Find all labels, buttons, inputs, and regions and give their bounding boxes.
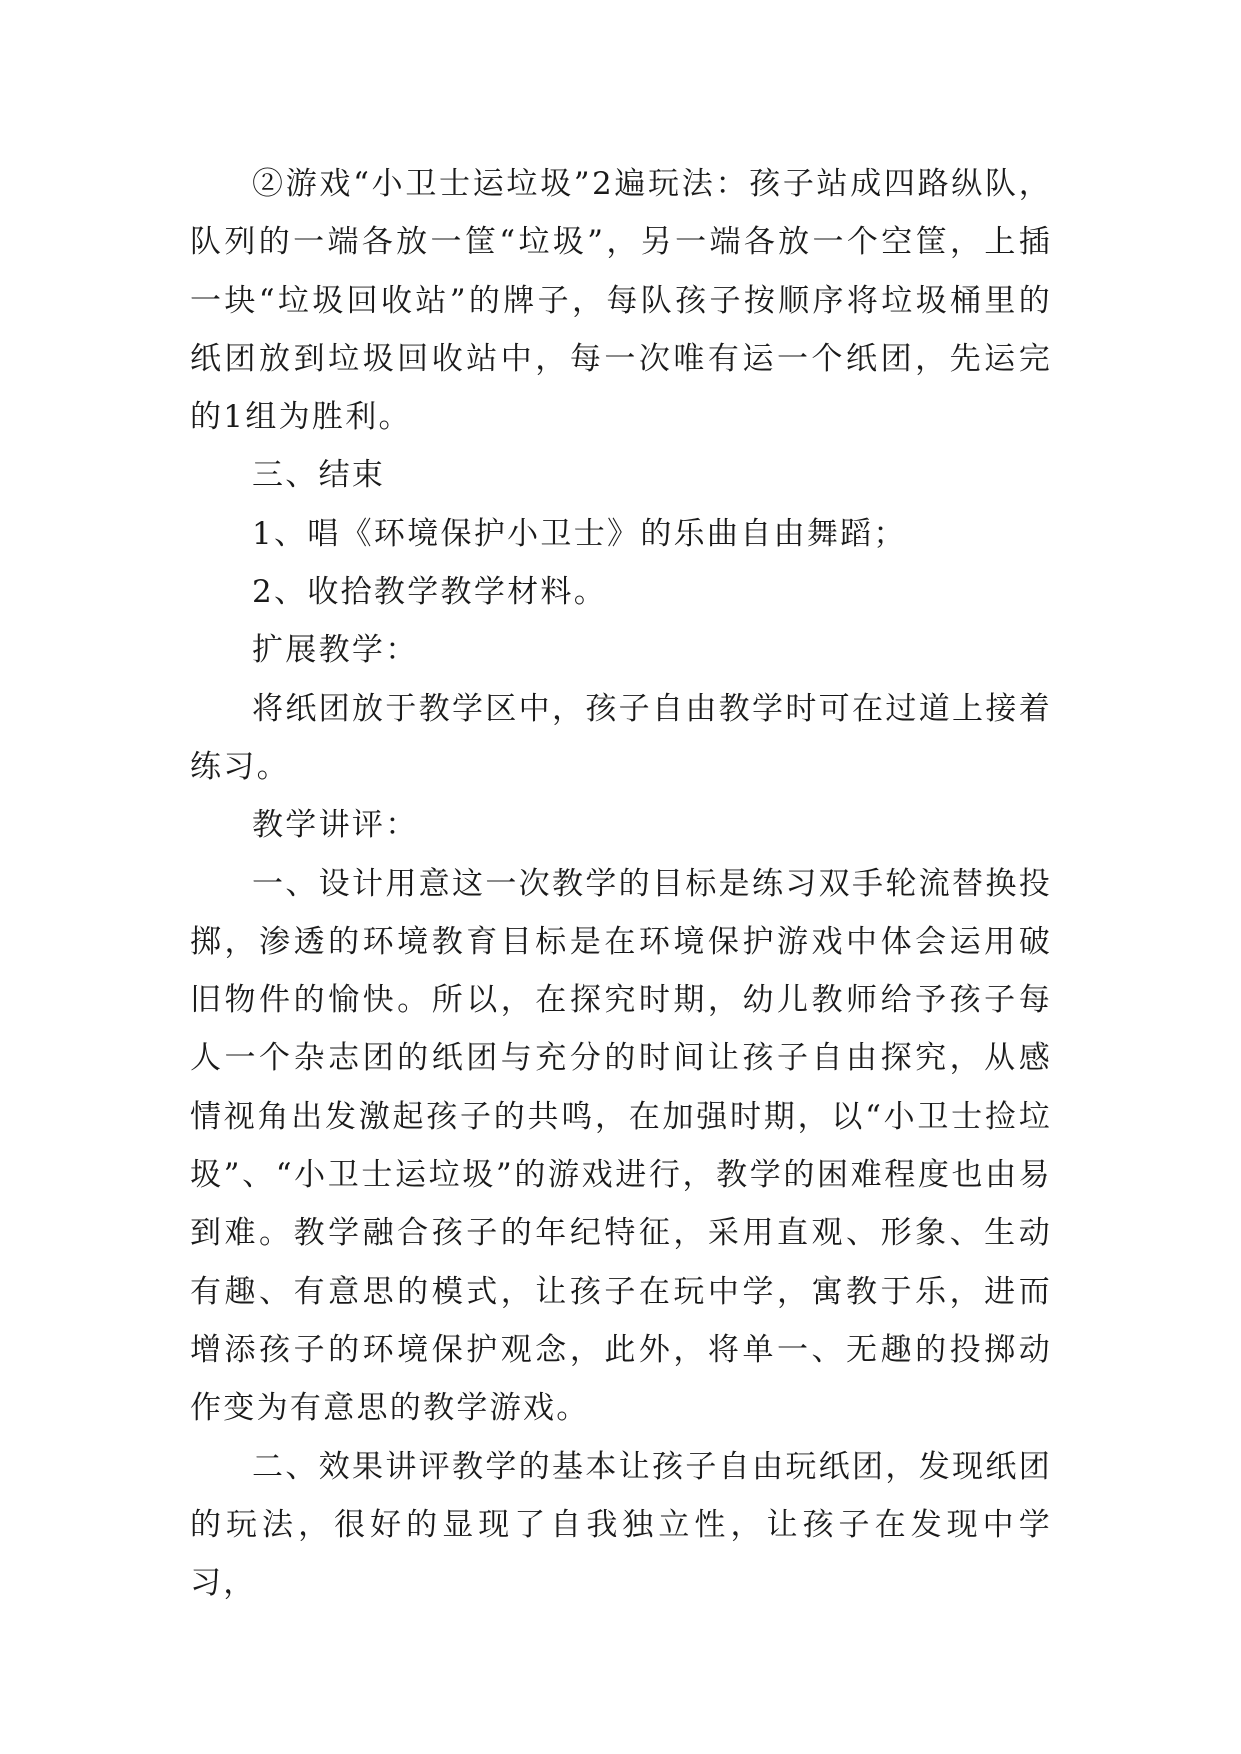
list-item-tidy: 2、收拾教学教学材料。 <box>252 574 608 611</box>
paragraph-effect-review: 二、效果讲评教学的基本让孩子自由玩纸团，发现纸团的玩法，很好的显现了自我独立性，让孩子在发现中学习， <box>190 1448 1052 1602</box>
section-heading-extension: 扩展教学： <box>252 632 419 669</box>
paragraph-game-rules: ②游戏“小卫士运垃圾”2遍玩法：孩子站成四路纵队，队列的一端各放一筐“垃圾”，另一端各放一个空筐，上插一块“垃圾回收站”的牌子，每队孩子按顺序将垃圾桶里的纸团放到垃圾回收站中，每一次唯有运一个纸团，先运完的1组为胜利。 <box>190 166 1052 436</box>
paragraph-design-intent: 一、设计用意这一次教学的目标是练习双手轮流替换投掷，渗透的环境教育目标是在环境保护游戏中体会运用破旧物件的愉快。所以，在探究时期，幼儿教师给予孩子每人一个杂志团的纸团与充分的时间让孩子自由探究，从感情视角出发激起孩子的共鸣，在加强时期，以“小卫士捡垃圾”、“小卫士运垃圾”的游戏进行，教学的困难程度也由易到难。教学融合孩子的年纪特征，采用直观、形象、生动有趣、有意思的模式，让孩子在玩中学，寓教于乐，进而增添孩子的环境保护观念，此外，将单一、无趣的投掷动作变为有意思的教学游戏。 <box>190 865 1052 1427</box>
section-heading-ending: 三、结束 <box>252 457 386 494</box>
section-heading-review: 教学讲评： <box>252 807 419 844</box>
list-item-dance: 1、唱《环境保护小卫士》的乐曲自由舞蹈； <box>252 515 907 552</box>
paragraph-extension: 将纸团放于教学区中，孩子自由教学时可在过道上接着练习。 <box>190 690 1052 785</box>
document-body <box>190 155 1052 1612</box>
